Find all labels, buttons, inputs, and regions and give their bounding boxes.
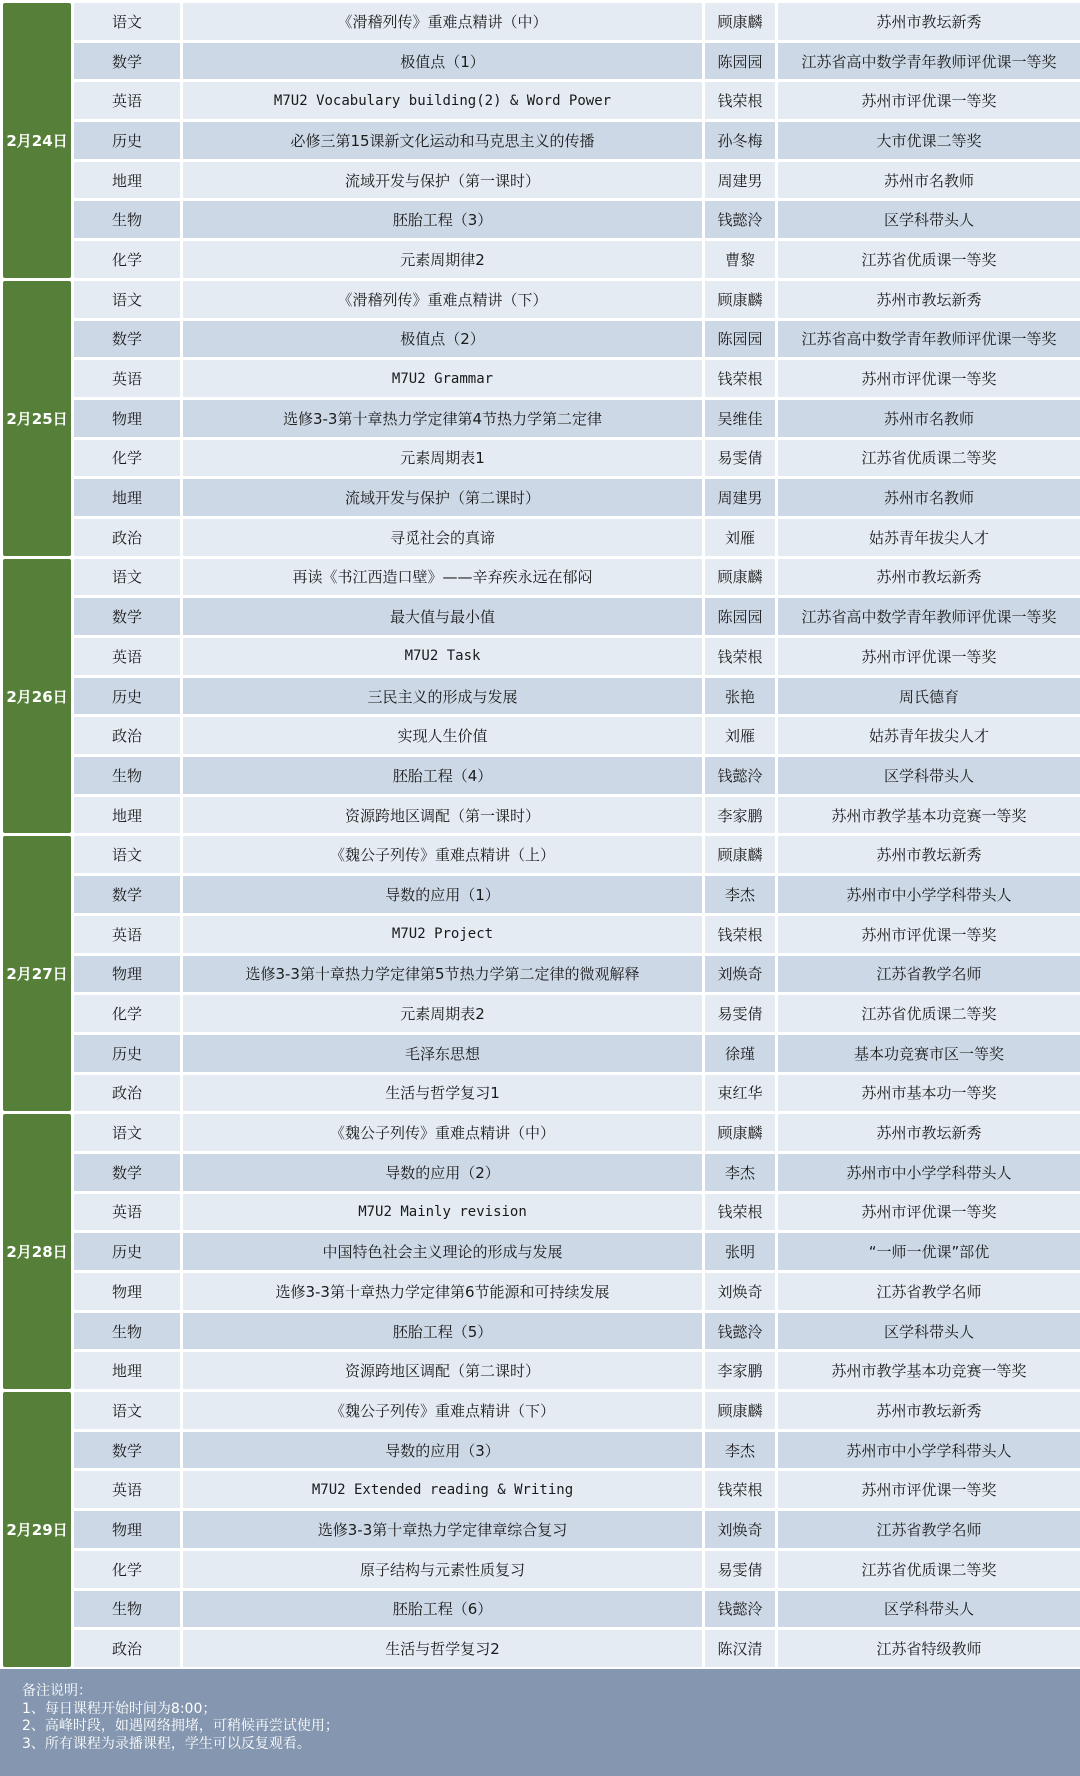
schedule-row [3,1471,1080,1508]
teacher-cell: 钱懿泠 [705,757,775,794]
lesson-topic-cell: 选修3-3第十章热力学定律第4节热力学第二定律 [183,400,702,437]
teacher-award-cell: 江苏省优质课一等奖 [778,241,1080,278]
teacher-award-cell: 区学科带头人 [778,757,1080,794]
teacher-award-cell: 江苏省优质课二等奖 [778,1551,1080,1588]
teacher-cell: 顾康麟 [705,1392,775,1429]
teacher-cell: 李杰 [705,1154,775,1191]
teacher-award-cell: 江苏省教学名师 [778,1511,1080,1548]
lesson-topic-cell: M7U2 Mainly revision [183,1194,702,1231]
schedule-row [3,1233,1080,1270]
schedule-row [3,1194,1080,1231]
teacher-award-cell: 区学科带头人 [778,1313,1080,1350]
teacher-cell: 徐瑾 [705,1035,775,1072]
schedule-row [3,43,1080,80]
teacher-award-cell: 江苏省优质课二等奖 [778,440,1080,477]
lesson-topic-cell: 元素周期表1 [183,440,702,477]
teacher-cell: 孙冬梅 [705,122,775,159]
subject-cell: 数学 [74,43,180,80]
subject-cell: 语文 [74,836,180,873]
teacher-award-cell: 江苏省优质课二等奖 [778,995,1080,1032]
lesson-topic-cell: 毛泽东思想 [183,1035,702,1072]
teacher-cell: 易雯倩 [705,440,775,477]
teacher-cell: 陈汉清 [705,1630,775,1667]
teacher-cell: 钱荣根 [705,1194,775,1231]
note-item: 3、所有课程为录播课程，学生可以反复观看。 [22,1735,311,1752]
subject-cell: 英语 [74,360,180,397]
lesson-topic-cell: 资源跨地区调配（第一课时） [183,797,702,834]
date-cell: 2月28日 [3,1114,71,1389]
teacher-award-cell: 姑苏青年拔尖人才 [778,519,1080,556]
subject-cell: 地理 [74,1352,180,1389]
teacher-cell: 吴维佳 [705,400,775,437]
schedule-row [3,678,1080,715]
schedule-row [3,162,1080,199]
teacher-cell: 陈园园 [705,598,775,635]
schedule-row [3,876,1080,913]
subject-cell: 数学 [74,321,180,358]
subject-cell: 语文 [74,3,180,40]
note-item: 2、高峰时段，如遇网络拥堵，可稍候再尝试使用； [22,1718,339,1734]
teacher-cell: 钱荣根 [705,1471,775,1508]
date-cell: 2月26日 [3,559,71,834]
teacher-cell: 钱懿泠 [705,1591,775,1628]
teacher-cell: 刘雁 [705,519,775,556]
lesson-topic-cell: 流域开发与保护（第二课时） [183,479,702,516]
subject-cell: 政治 [74,519,180,556]
subject-cell: 英语 [74,638,180,675]
subject-cell: 政治 [74,1630,180,1667]
lesson-topic-cell: 选修3-3第十章热力学定律第5节热力学第二定律的微观解释 [183,956,702,993]
lesson-topic-cell: M7U2 Extended reading & Writing [183,1471,702,1508]
subject-cell: 化学 [74,1551,180,1588]
teacher-award-cell: 苏州市教坛新秀 [778,281,1080,318]
teacher-cell: 刘焕奇 [705,1273,775,1310]
teacher-award-cell: 苏州市评优课一等奖 [778,82,1080,119]
schedule-row [3,440,1080,477]
lesson-topic-cell: 寻觅社会的真谛 [183,519,702,556]
teacher-award-cell: 苏州市教学基本功竞赛一等奖 [778,1352,1080,1389]
schedule-row [3,797,1080,834]
schedule-row [3,638,1080,675]
teacher-award-cell: 江苏省高中数学青年教师评优课一等奖 [778,43,1080,80]
subject-cell: 政治 [74,717,180,754]
subject-cell: 数学 [74,598,180,635]
subject-cell: 语文 [74,559,180,596]
lesson-topic-cell: 三民主义的形成与发展 [183,678,702,715]
subject-cell: 物理 [74,1511,180,1548]
teacher-award-cell: 苏州市教学基本功竞赛一等奖 [778,797,1080,834]
notes-panel [0,1669,1080,1776]
teacher-award-cell: 苏州市教坛新秀 [778,1114,1080,1151]
schedule-row [3,3,1080,40]
subject-cell: 英语 [74,1194,180,1231]
schedule-row [3,1551,1080,1588]
subject-cell: 政治 [74,1075,180,1112]
teacher-award-cell: 苏州市教坛新秀 [778,1392,1080,1429]
teacher-award-cell: 苏州市评优课一等奖 [778,1194,1080,1231]
subject-cell: 物理 [74,400,180,437]
teacher-cell: 张明 [705,1233,775,1270]
teacher-cell: 钱荣根 [705,916,775,953]
lesson-topic-cell: 实现人生价值 [183,717,702,754]
lesson-topic-cell: 导数的应用（2） [183,1154,702,1191]
teacher-award-cell: 苏州市教坛新秀 [778,3,1080,40]
subject-cell: 语文 [74,1114,180,1151]
schedule-row [3,1154,1080,1191]
subject-cell: 历史 [74,678,180,715]
schedule-row [3,1035,1080,1072]
teacher-cell: 李杰 [705,1432,775,1469]
schedule-row [3,122,1080,159]
schedule-row [3,82,1080,119]
subject-cell: 数学 [74,1154,180,1191]
lesson-topic-cell: 中国特色社会主义理论的形成与发展 [183,1233,702,1270]
subject-cell: 地理 [74,479,180,516]
schedule-row [3,717,1080,754]
subject-cell: 地理 [74,162,180,199]
teacher-cell: 顾康麟 [705,1114,775,1151]
lesson-topic-cell: 《魏公子列传》重难点精讲（上） [183,836,702,873]
subject-cell: 历史 [74,122,180,159]
schedule-row [3,1591,1080,1628]
schedule-row [3,1511,1080,1548]
subject-cell: 数学 [74,1432,180,1469]
subject-cell: 数学 [74,876,180,913]
lesson-topic-cell: 导数的应用（1） [183,876,702,913]
schedule-row [3,956,1080,993]
subject-cell: 物理 [74,956,180,993]
lesson-topic-cell: 选修3-3第十章热力学定律第6节能源和可持续发展 [183,1273,702,1310]
lesson-topic-cell: 生活与哲学复习2 [183,1630,702,1667]
teacher-award-cell: 基本功竞赛市区一等奖 [778,1035,1080,1072]
teacher-award-cell: 大市优课二等奖 [778,122,1080,159]
schedule-row [3,757,1080,794]
teacher-award-cell: 苏州市评优课一等奖 [778,638,1080,675]
notes-title: 备注说明： [22,1683,92,1699]
schedule-row [3,201,1080,238]
teacher-award-cell: 江苏省教学名师 [778,956,1080,993]
schedule-row [3,1392,1080,1429]
teacher-cell: 钱荣根 [705,360,775,397]
subject-cell: 英语 [74,916,180,953]
schedule-row [3,836,1080,873]
teacher-cell: 钱荣根 [705,82,775,119]
teacher-award-cell: 苏州市中小学学科带头人 [778,1432,1080,1469]
schedule-row [3,400,1080,437]
lesson-topic-cell: 胚胎工程（5） [183,1313,702,1350]
teacher-award-cell: 区学科带头人 [778,201,1080,238]
teacher-award-cell: 苏州市名教师 [778,479,1080,516]
lesson-topic-cell: 必修三第15课新文化运动和马克思主义的传播 [183,122,702,159]
schedule-row [3,241,1080,278]
teacher-award-cell: 苏州市中小学学科带头人 [778,1154,1080,1191]
lesson-topic-cell: M7U2 Project [183,916,702,953]
lesson-topic-cell: 胚胎工程（4） [183,757,702,794]
subject-cell: 化学 [74,995,180,1032]
teacher-cell: 刘焕奇 [705,1511,775,1548]
teacher-award-cell: 江苏省高中数学青年教师评优课一等奖 [778,321,1080,358]
subject-cell: 化学 [74,241,180,278]
date-cell: 2月27日 [3,836,71,1111]
teacher-award-cell: 区学科带头人 [778,1591,1080,1628]
note-item: 1、每日课程开始时间为8:00； [22,1700,217,1717]
teacher-award-cell: 苏州市教坛新秀 [778,559,1080,596]
teacher-cell: 易雯倩 [705,1551,775,1588]
teacher-cell: 钱荣根 [705,638,775,675]
lesson-topic-cell: 资源跨地区调配（第二课时） [183,1352,702,1389]
subject-cell: 地理 [74,797,180,834]
schedule-row [3,916,1080,953]
subject-cell: 语文 [74,281,180,318]
teacher-cell: 刘焕奇 [705,956,775,993]
subject-cell: 英语 [74,82,180,119]
teacher-cell: 顾康麟 [705,559,775,596]
schedule-row [3,1075,1080,1112]
lesson-topic-cell: 极值点（2） [183,321,702,358]
teacher-cell: 顾康麟 [705,281,775,318]
teacher-cell: 李杰 [705,876,775,913]
teacher-award-cell: 周氏德育 [778,678,1080,715]
teacher-award-cell: 苏州市基本功一等奖 [778,1075,1080,1112]
teacher-cell: 束红华 [705,1075,775,1112]
schedule-row [3,321,1080,358]
teacher-award-cell: “一师一优课”部优 [778,1233,1080,1270]
lesson-topic-cell: 元素周期表2 [183,995,702,1032]
subject-cell: 生物 [74,757,180,794]
lesson-topic-cell: 《滑稽列传》重难点精讲（下） [183,281,702,318]
teacher-cell: 易雯倩 [705,995,775,1032]
schedule-body [3,3,1080,1667]
teacher-cell: 顾康麟 [705,836,775,873]
teacher-cell: 陈园园 [705,321,775,358]
schedule-row [3,995,1080,1032]
lesson-topic-cell: 选修3-3第十章热力学定律章综合复习 [183,1511,702,1548]
lesson-topic-cell: M7U2 Task [183,638,702,675]
schedule-row [3,360,1080,397]
teacher-award-cell: 江苏省特级教师 [778,1630,1080,1667]
lesson-topic-cell: 导数的应用（3） [183,1432,702,1469]
teacher-cell: 周建男 [705,479,775,516]
lesson-topic-cell: 胚胎工程（6） [183,1591,702,1628]
schedule-row [3,1114,1080,1151]
lesson-topic-cell: M7U2 Vocabulary building(2) & Word Power [183,82,702,119]
teacher-award-cell: 苏州市中小学学科带头人 [778,876,1080,913]
schedule-row [3,1313,1080,1350]
schedule-row [3,1273,1080,1310]
teacher-award-cell: 苏州市评优课一等奖 [778,1471,1080,1508]
lesson-topic-cell: 再读《书江西造口壁》——辛弃疾永远在郁闷 [183,559,702,596]
lesson-topic-cell: M7U2 Grammar [183,360,702,397]
teacher-cell: 陈园园 [705,43,775,80]
subject-cell: 生物 [74,1591,180,1628]
schedule-row [3,479,1080,516]
lesson-topic-cell: 元素周期律2 [183,241,702,278]
schedule-row [3,281,1080,318]
teacher-award-cell: 苏州市评优课一等奖 [778,916,1080,953]
schedule-row [3,1432,1080,1469]
teacher-award-cell: 江苏省高中数学青年教师评优课一等奖 [778,598,1080,635]
schedule-row [3,519,1080,556]
subject-cell: 历史 [74,1233,180,1270]
teacher-cell: 李家鹏 [705,1352,775,1389]
lesson-topic-cell: 流域开发与保护（第一课时） [183,162,702,199]
teacher-cell: 张艳 [705,678,775,715]
lesson-topic-cell: 《魏公子列传》重难点精讲（中） [183,1114,702,1151]
subject-cell: 化学 [74,440,180,477]
subject-cell: 生物 [74,1313,180,1350]
teacher-cell: 李家鹏 [705,797,775,834]
date-cell: 2月24日 [3,3,71,278]
lesson-topic-cell: 《魏公子列传》重难点精讲（下） [183,1392,702,1429]
teacher-cell: 刘雁 [705,717,775,754]
lesson-topic-cell: 胚胎工程（3） [183,201,702,238]
schedule-row [3,1630,1080,1667]
teacher-cell: 曹黎 [705,241,775,278]
teacher-award-cell: 姑苏青年拔尖人才 [778,717,1080,754]
teacher-cell: 周建男 [705,162,775,199]
lesson-topic-cell: 最大值与最小值 [183,598,702,635]
schedule-row [3,1352,1080,1389]
teacher-award-cell: 苏州市教坛新秀 [778,836,1080,873]
subject-cell: 历史 [74,1035,180,1072]
date-cell: 2月25日 [3,281,71,556]
subject-cell: 语文 [74,1392,180,1429]
teacher-award-cell: 苏州市名教师 [778,400,1080,437]
lesson-topic-cell: 极值点（1） [183,43,702,80]
subject-cell: 英语 [74,1471,180,1508]
lesson-topic-cell: 原子结构与元素性质复习 [183,1551,702,1588]
teacher-award-cell: 苏州市名教师 [778,162,1080,199]
teacher-cell: 钱懿泠 [705,1313,775,1350]
lesson-topic-cell: 《滑稽列传》重难点精讲（中） [183,3,702,40]
schedule-row [3,598,1080,635]
schedule-row [3,559,1080,596]
date-cell: 2月29日 [3,1392,71,1667]
teacher-cell: 钱懿泠 [705,201,775,238]
subject-cell: 生物 [74,201,180,238]
teacher-award-cell: 苏州市评优课一等奖 [778,360,1080,397]
subject-cell: 物理 [74,1273,180,1310]
teacher-cell: 顾康麟 [705,3,775,40]
lesson-topic-cell: 生活与哲学复习1 [183,1075,702,1112]
teacher-award-cell: 江苏省教学名师 [778,1273,1080,1310]
